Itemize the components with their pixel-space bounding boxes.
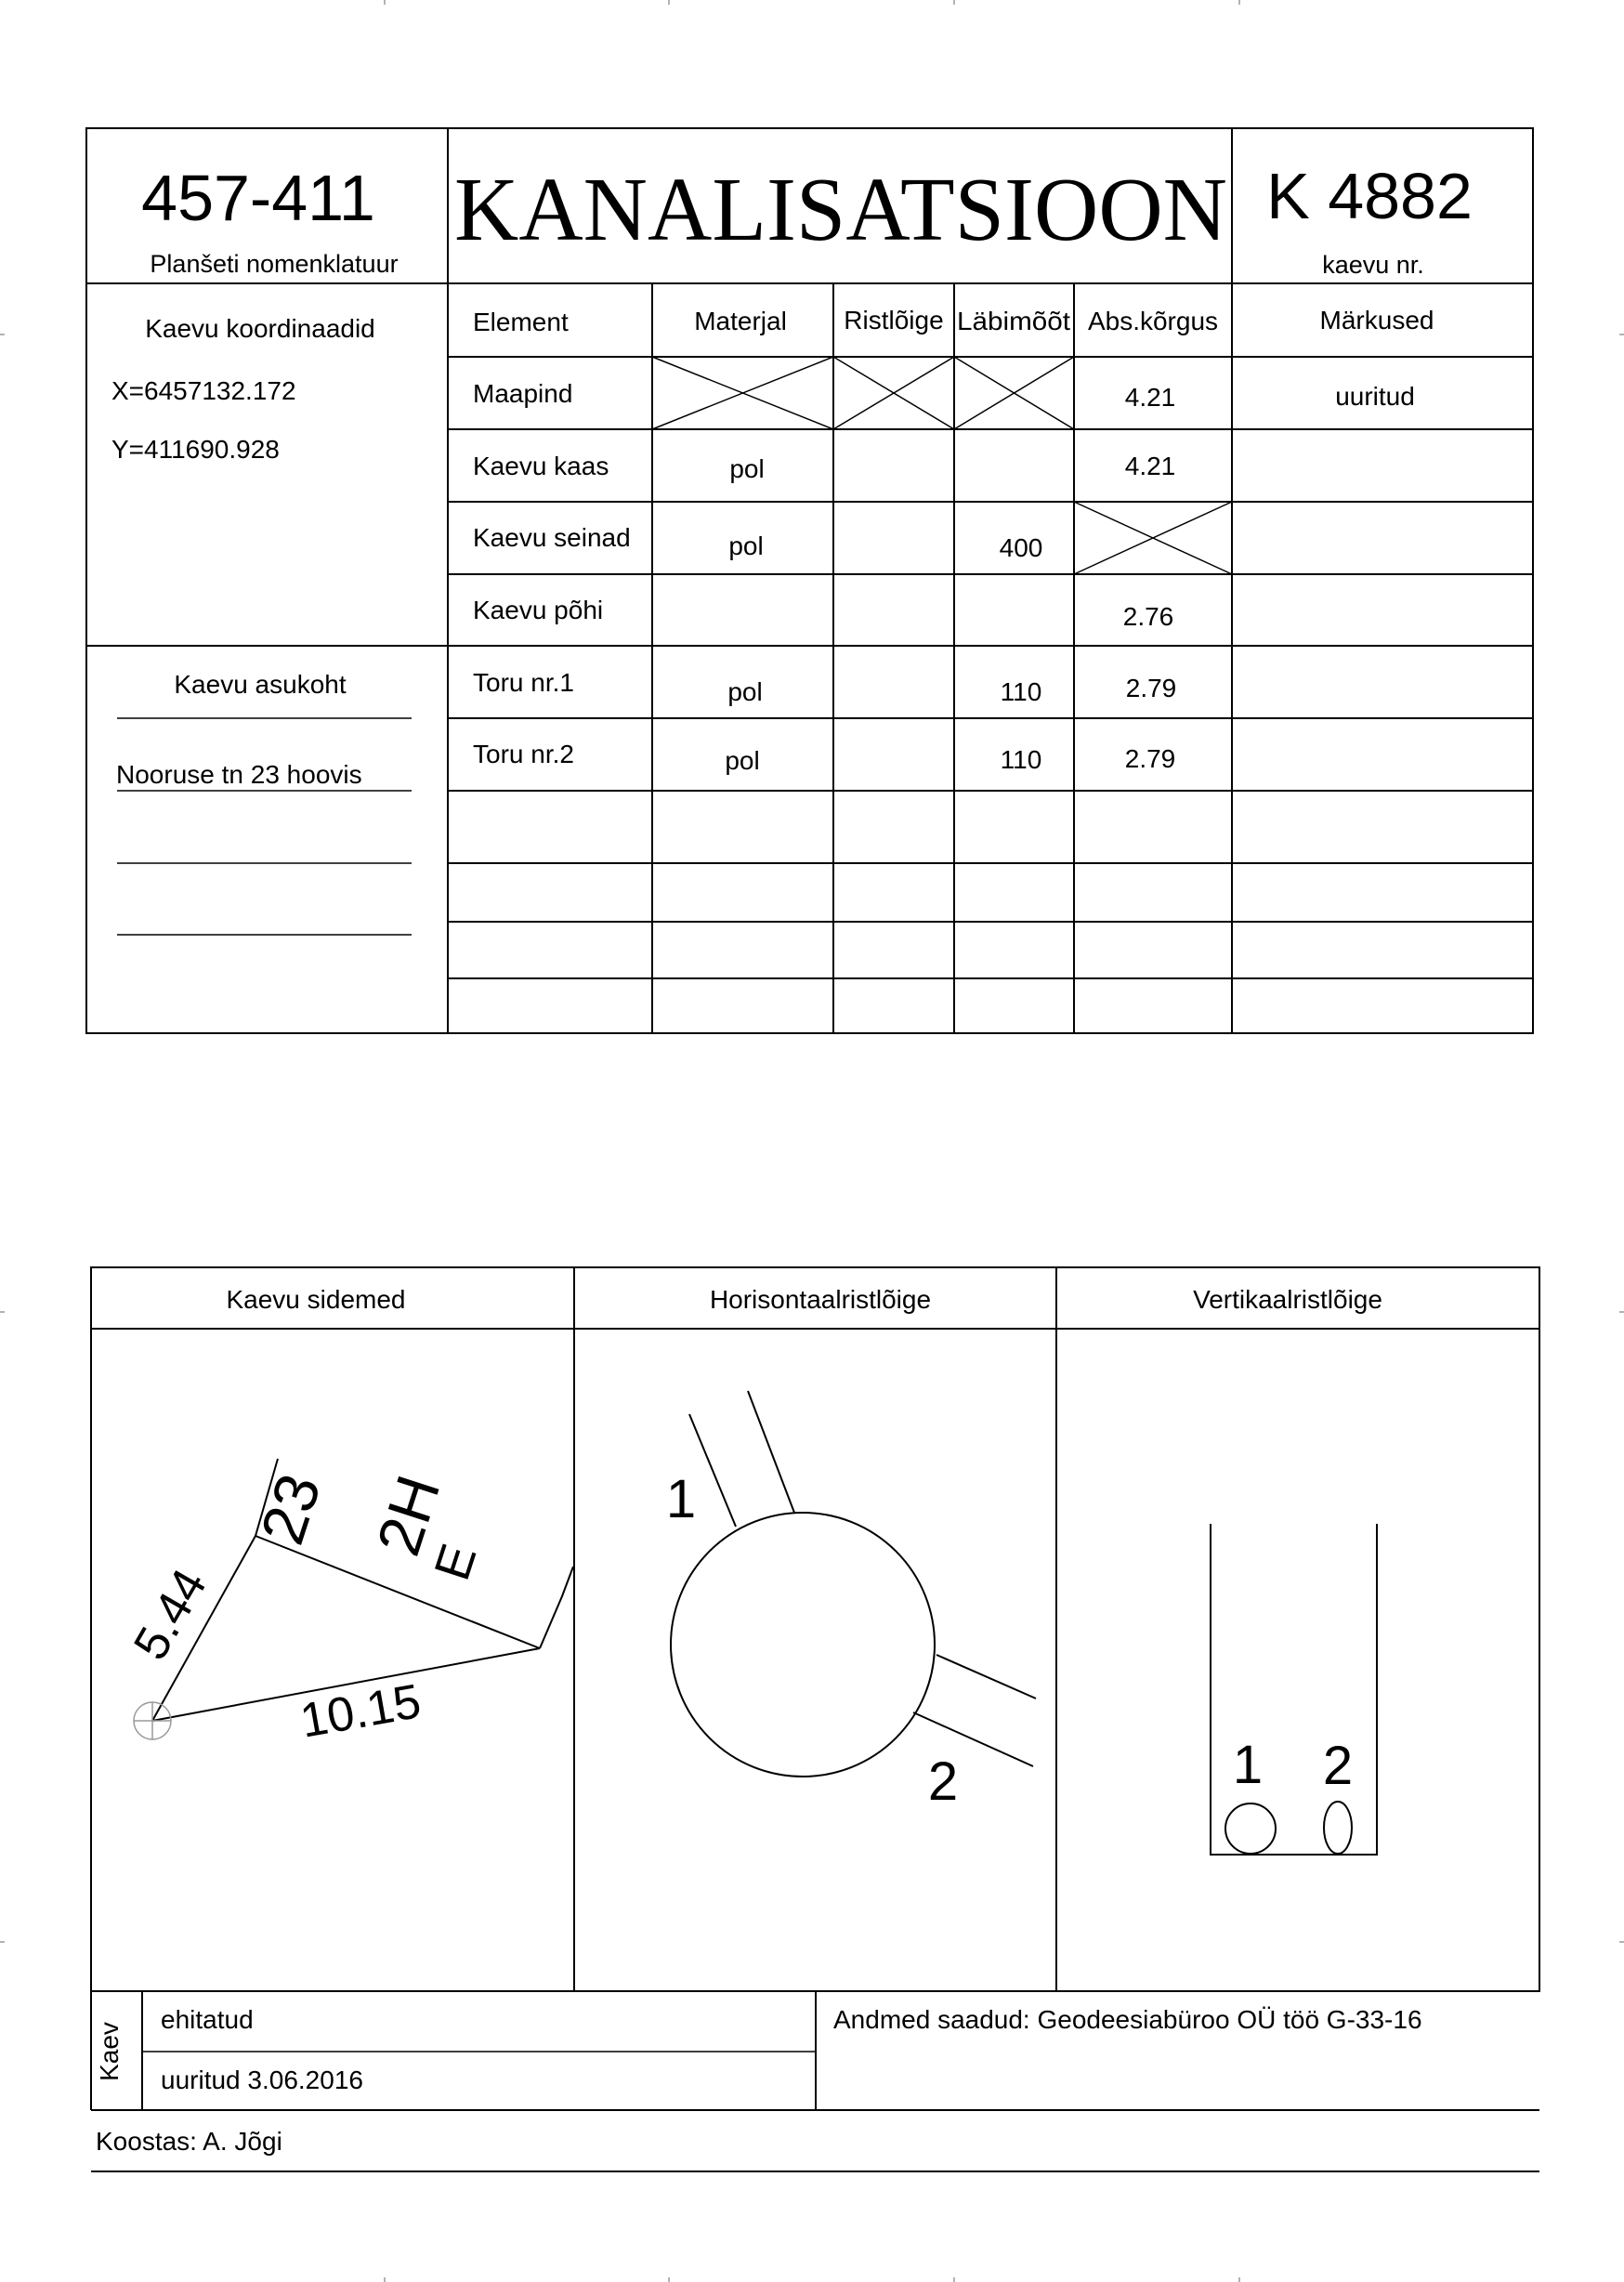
built-status: ehitatud	[161, 2005, 254, 2034]
building-floors-sub: E	[424, 1537, 488, 1587]
horizontal-pipe-2-label: 2	[927, 1751, 959, 1812]
header-notes: Märkused	[1319, 306, 1434, 334]
row-diameter: 110	[1000, 745, 1042, 774]
tie-distance-a: 5.44	[124, 1560, 218, 1669]
header-section: Ristlõige	[844, 306, 944, 334]
row-diameter: 400	[999, 533, 1043, 562]
coordinate-y: Y=411690.928	[111, 435, 280, 464]
vertical-section-sketch	[1211, 1524, 1377, 1855]
header-diameter: Läbimõõt	[957, 307, 1071, 335]
well-number: K 4882	[1266, 160, 1473, 232]
horizontal-pipe-1-label: 1	[665, 1469, 697, 1529]
row-element: Kaevu seinad	[473, 523, 631, 552]
row-elevation: 2.79	[1124, 744, 1176, 773]
building-floors: 2H	[362, 1467, 453, 1564]
pipe-2-section	[1324, 1802, 1352, 1854]
data-source: Andmed saadud: Geodeesiabüroo OÜ töö G-33-16	[833, 2005, 1422, 2034]
row-elevation: 4.21	[1124, 383, 1176, 412]
horizontal-section-sketch	[671, 1391, 1036, 1777]
row-material: pol	[727, 677, 763, 706]
row-elevation: 2.79	[1125, 674, 1177, 702]
author: Koostas: A. Jõgi	[96, 2127, 282, 2156]
header-elevation: Abs.kõrgus	[1087, 307, 1219, 335]
row-material: pol	[728, 531, 764, 560]
coordinates-label: Kaevu koordinaadid	[145, 314, 375, 343]
vertical-section-title: Vertikaalristlõige	[1193, 1285, 1382, 1314]
header-material: Materjal	[694, 307, 787, 335]
row-material: pol	[725, 746, 760, 775]
row-elevation: 4.21	[1124, 452, 1176, 480]
location-address: Nooruse tn 23 hoovis	[116, 760, 362, 789]
horizontal-section-title: Horisontaalristlõige	[709, 1285, 932, 1314]
row-element: Kaevu põhi	[473, 596, 604, 624]
row-element: Toru nr.1	[473, 668, 574, 697]
well-marker-icon	[134, 1702, 171, 1739]
sheet-label: Planšeti nomenklatuur	[150, 250, 399, 278]
tie-distance-b: 10.15	[296, 1674, 426, 1749]
row-element: Kaevu kaas	[473, 452, 609, 480]
survey-status: uuritud 3.06.2016	[161, 2066, 363, 2094]
vertical-pipe-1-label: 1	[1232, 1735, 1264, 1795]
ties-title: Kaevu sidemed	[226, 1285, 406, 1314]
page-title: KANALISATSIOON	[454, 160, 1227, 260]
row-material: pol	[729, 454, 765, 483]
header-element: Element	[473, 308, 569, 336]
row-notes: uuritud	[1335, 382, 1415, 411]
well-label: kaevu nr.	[1322, 251, 1424, 279]
row-diameter: 110	[1000, 677, 1042, 706]
row-element: Toru nr.2	[473, 740, 574, 768]
location-label: Kaevu asukoht	[174, 670, 347, 699]
well-vertical-label: Kaev	[95, 2022, 124, 2081]
row-elevation: 2.76	[1122, 602, 1174, 631]
pipe-1-section	[1225, 1803, 1276, 1854]
coordinate-x: X=6457132.172	[111, 376, 296, 405]
vertical-pipe-2-label: 2	[1322, 1736, 1354, 1796]
building-number: 23	[246, 1465, 334, 1553]
well-circle	[671, 1513, 935, 1777]
row-element: Maapind	[473, 379, 573, 408]
sheet-number: 457-411	[141, 162, 375, 234]
